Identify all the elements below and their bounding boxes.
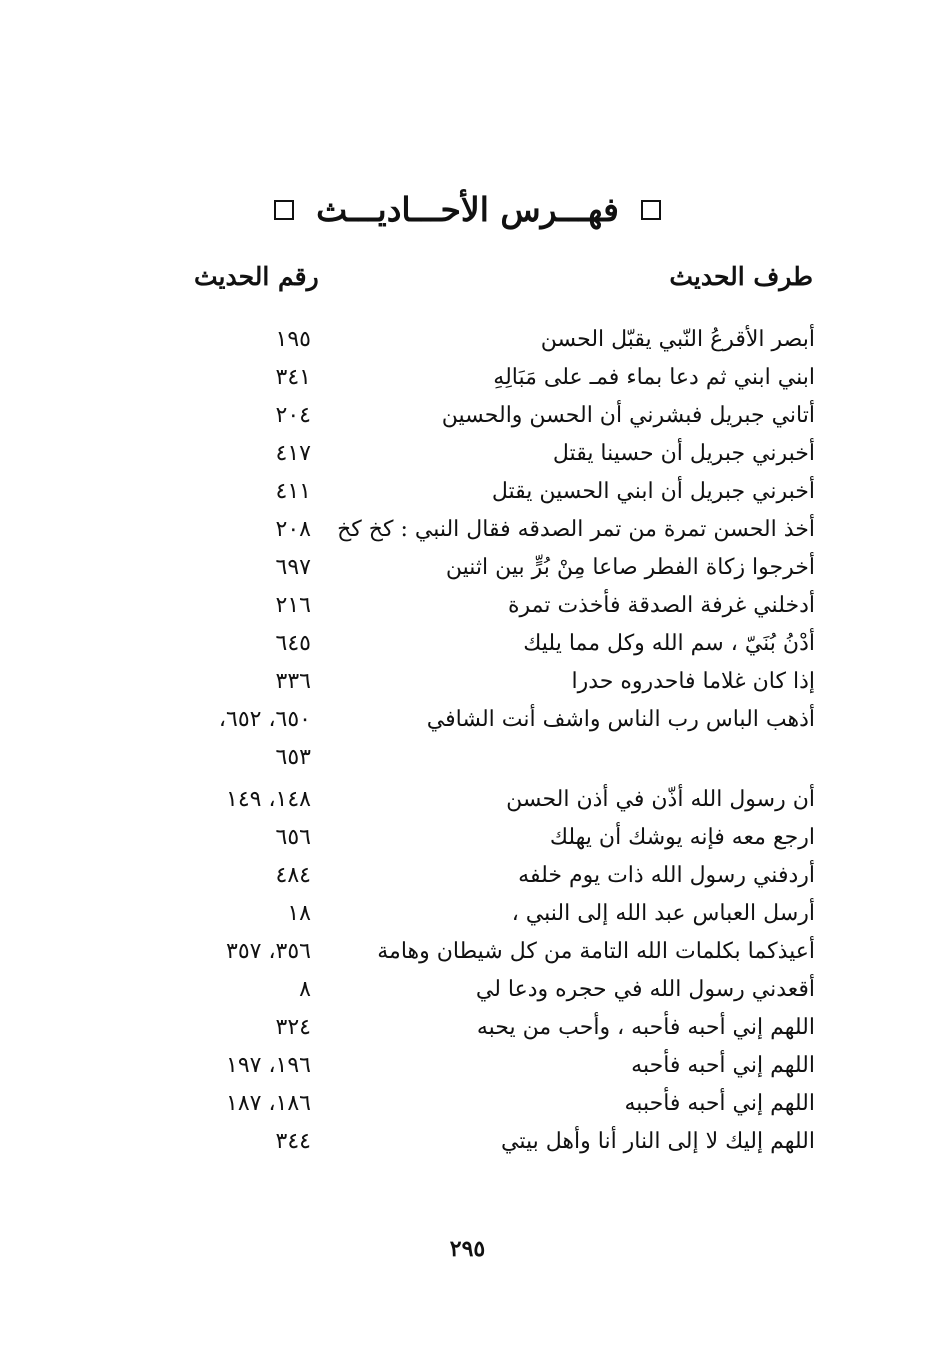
hadith-text: أدْنُ بُنَيّ ، سم الله وكل مما يليك xyxy=(523,631,815,656)
hadith-number: ٤٨٤ xyxy=(275,863,311,888)
index-row xyxy=(0,588,935,626)
hadith-number: ١٨٦، ١٨٧ xyxy=(226,1091,311,1116)
hadith-text: اللهم إني أحبه فأحبه ، وأحب من يحبه xyxy=(476,1015,815,1040)
hadith-text: ابني ابني ثم دعا بماء فمـ على مَبَالِهِ xyxy=(493,365,815,390)
index-row xyxy=(0,896,935,934)
hadith-text: أخذ الحسن تمرة من تمر الصدقه فقال النبي : كخ كخ xyxy=(337,517,815,542)
hadith-number: ٤١١ xyxy=(275,479,311,504)
hadith-text: اللهم إني أحبه فأحبه xyxy=(631,1053,815,1078)
hadith-number: ١٩٥ xyxy=(275,327,311,352)
hadith-number: ٦٩٧ xyxy=(275,555,311,580)
hadith-text: إذا كان غلاما فاحدروه حدرا xyxy=(571,669,815,694)
index-row xyxy=(0,322,935,360)
index-row xyxy=(0,398,935,436)
index-row xyxy=(0,702,935,740)
index-row xyxy=(0,550,935,588)
hadith-number: ٢٠٤ xyxy=(275,403,311,428)
hadith-number: ٢١٦ xyxy=(275,593,311,618)
hadith-number: ٤١٧ xyxy=(275,441,311,466)
hadith-number: ٦٤٥ xyxy=(275,631,311,656)
index-row xyxy=(0,664,935,702)
hadith-index-list xyxy=(0,322,935,1162)
hadith-number: ٦٥٠، ٦٥٢، xyxy=(218,707,311,732)
hadith-text: أدخلني غرفة الصدقة فأخذت تمرة xyxy=(507,593,815,618)
hadith-text: أتاني جبريل فبشرني أن الحسن والحسين xyxy=(441,403,815,428)
hadith-text: أبصر الأقرعُ النّبي يقبّل الحسن xyxy=(540,327,815,352)
number-column-header: رقم الحديث xyxy=(194,262,319,291)
index-row xyxy=(0,1086,935,1124)
square-ornament-icon xyxy=(274,200,294,220)
hadith-text: أردفني رسول الله ذات يوم خلفه xyxy=(518,863,815,888)
index-row xyxy=(0,626,935,664)
index-row xyxy=(0,934,935,972)
hadith-text: أرسل العباس عبد الله إلى النبي ، xyxy=(511,901,815,926)
square-ornament-icon xyxy=(641,200,661,220)
hadith-number: ٣٣٦ xyxy=(275,669,311,694)
hadith-text: أذهب الباس رب الناس واشف أنت الشافي xyxy=(426,707,815,732)
hadith-text: أن رسول الله أذّن في أذن الحسن xyxy=(506,787,815,812)
hadith-text: اللهم إليك لا إلى النار أنا وأهل بيتي xyxy=(501,1129,815,1154)
index-title xyxy=(0,188,935,232)
hadith-text: أخرجوا زكاة الفطر صاعا مِنْ بُرٍّ بين اثنين xyxy=(445,555,815,580)
hadith-text: أخبرني جبريل أن ابني الحسين يقتل xyxy=(491,479,815,504)
hadith-number: ٣٤١ xyxy=(275,365,311,390)
index-row xyxy=(0,1010,935,1048)
hadith-number: ١٨ xyxy=(287,901,311,926)
index-title-text: فهـــرس الأحـــاديـــث xyxy=(316,190,619,229)
hadith-number: ١٤٨، ١٤٩ xyxy=(226,787,311,812)
index-row xyxy=(0,782,935,820)
column-headers xyxy=(0,262,935,302)
index-row xyxy=(0,972,935,1010)
hadith-number: ٣٢٤ xyxy=(275,1015,311,1040)
hadith-text: أقعدني رسول الله في حجره ودعا لي xyxy=(475,977,815,1002)
index-row xyxy=(0,474,935,512)
hadith-text: أخبرني جبريل أن حسينا يقتل xyxy=(552,441,815,466)
page-number: ٢٩٥ xyxy=(449,1236,486,1262)
hadith-number: ٦٥٦ xyxy=(275,825,311,850)
hadith-number: ٨ xyxy=(299,977,311,1002)
hadith-text: أعيذكما بكلمات الله التامة من كل شيطان وهامة xyxy=(377,939,815,964)
index-row xyxy=(0,858,935,896)
index-row-continuation xyxy=(0,740,935,782)
index-row xyxy=(0,1048,935,1086)
hadith-text: اللهم إني أحبه فأحببه xyxy=(624,1091,815,1116)
hadith-number: ٦٥٣ xyxy=(275,745,311,770)
hadith-number: ١٩٦، ١٩٧ xyxy=(226,1053,311,1078)
index-row xyxy=(0,1124,935,1162)
hadith-number: ٢٠٨ xyxy=(275,517,311,542)
index-row xyxy=(0,512,935,550)
hadith-number: ٣٤٤ xyxy=(275,1129,311,1154)
index-row xyxy=(0,820,935,858)
hadith-number: ٣٥٦، ٣٥٧ xyxy=(226,939,311,964)
hadith-text: ارجع معه فإنه يوشك أن يهلك xyxy=(549,825,815,850)
index-row xyxy=(0,436,935,474)
hadith-column-header: طرف الحديث xyxy=(669,262,813,291)
index-row xyxy=(0,360,935,398)
